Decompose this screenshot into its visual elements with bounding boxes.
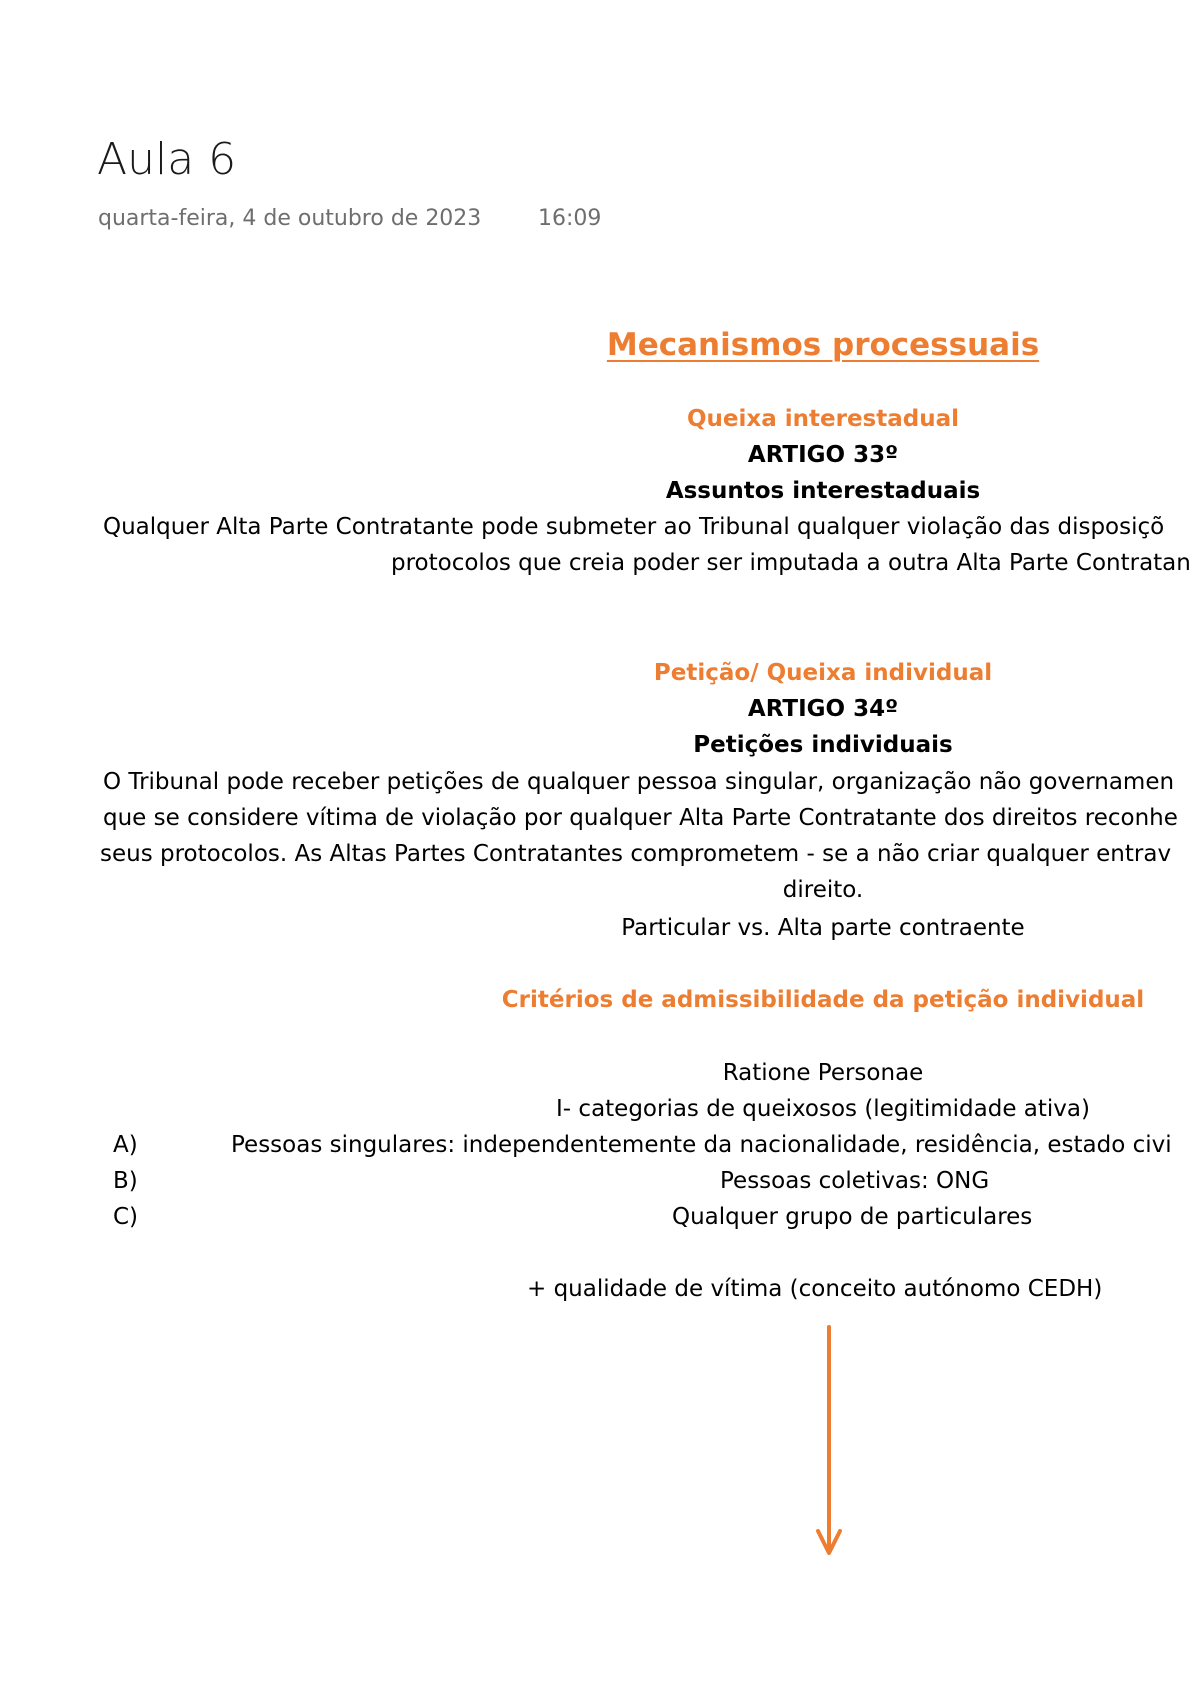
section2-text-line: O Tribunal pode receber petições de qualquer pessoa singular, organização não governamen xyxy=(103,769,1175,795)
section1-text-line: protocolos que creia poder ser imputada a outra Alta Parte Contratan xyxy=(391,550,1191,576)
note-date: quarta-feira, 4 de outubro de 2023 xyxy=(98,206,482,231)
section2-text-line: seus protocolos. As Altas Partes Contratantes comprometem - se a não criar qualquer entrav xyxy=(100,841,1172,867)
section1-subtitle: Assuntos interestaduais xyxy=(665,478,981,504)
section1-heading: Queixa interestadual xyxy=(686,406,960,432)
list-item-label: B) xyxy=(113,1168,138,1194)
section2-subtitle: Petições individuais xyxy=(693,732,953,758)
section1-text-line: Qualquer Alta Parte Contratante pode submeter ao Tribunal qualquer violação das disposiçõ xyxy=(103,514,1165,540)
main-heading: Mecanismos processuais xyxy=(606,327,1040,363)
arrow-down-icon xyxy=(810,1325,850,1557)
list-item-text: Pessoas singulares: independentemente da nacionalidade, residência, estado civi xyxy=(231,1132,1172,1158)
note-time: 16:09 xyxy=(538,206,602,231)
section2-text-line: que se considere vítima de violação por qualquer Alta Parte Contratante dos direitos reconhe xyxy=(103,805,1178,831)
section3-subheading: Ratione Personae xyxy=(722,1060,924,1086)
list-item-text: Pessoas coletivas: ONG xyxy=(720,1168,990,1194)
section1-article: ARTIGO 33º xyxy=(747,442,899,468)
page-title: Aula 6 xyxy=(97,134,237,185)
section3-extra: + qualidade de vítima (conceito autónomo CEDH) xyxy=(527,1276,1103,1302)
list-item-label: C) xyxy=(113,1204,139,1230)
list-item-text: Qualquer grupo de particulares xyxy=(672,1204,1033,1230)
list-item-label: A) xyxy=(113,1132,138,1158)
section2-article: ARTIGO 34º xyxy=(747,696,899,722)
section2-text-line: direito. xyxy=(782,877,864,903)
section2-note: Particular vs. Alta parte contraente xyxy=(621,915,1025,941)
section3-heading: Critérios de admissibilidade da petição individual xyxy=(501,987,1145,1013)
section2-heading: Petição/ Queixa individual xyxy=(653,660,993,686)
section3-intro: I- categorias de queixosos (legitimidade ativa) xyxy=(556,1096,1090,1122)
